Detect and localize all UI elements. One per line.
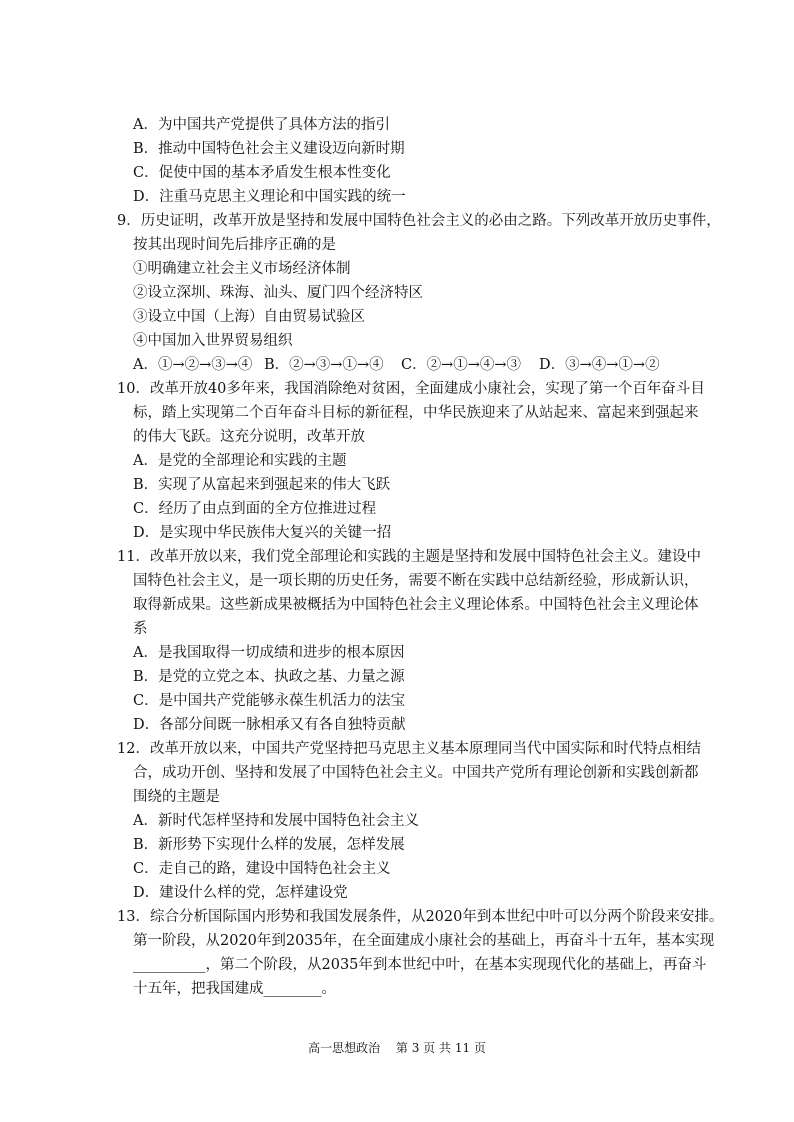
q11-stem-line-4: 系 xyxy=(133,621,148,637)
q11-option-d: D．各部分间既一脉相承又有各自独特贡献 xyxy=(133,717,406,733)
page-footer xyxy=(0,1040,794,1056)
q10-option-d: D．是实现中华民族伟大复兴的关键一招 xyxy=(133,525,392,541)
q13-stem-line-3: __________，第二个阶段，从2035年到本世纪中叶，在基本实现现代化的基础上，再奋斗 xyxy=(133,957,707,973)
q9-item-3: ③设立中国（上海）自由贸易试验区 xyxy=(133,309,365,325)
q9-option-c: C．②→①→④→③ xyxy=(401,357,522,373)
q10-stem-line-1: 10．改革开放40多年来，我国消除绝对贫困，全面建成小康社会，实现了第一个百年奋斗目 xyxy=(117,381,705,397)
q13-stem-line-2: 第一阶段，从2020年到2035年，在全面建成小康社会的基础上，再奋斗十五年，基本实现 xyxy=(133,933,715,949)
q11-option-a: A．是我国取得一切成绩和进步的根本原因 xyxy=(133,645,405,661)
q10-stem-line-3: 的伟大飞跃。这充分说明，改革开放 xyxy=(133,429,365,445)
q9-stem-line-2: 按其出现时间先后排序正确的是 xyxy=(133,237,336,253)
q8-option-b: B．推动中国特色社会主义建设迈向新时期 xyxy=(133,141,405,157)
footer-subject: 高一思想政治 xyxy=(308,1041,381,1055)
q12-stem-line-1: 12．改革开放以来，中国共产党坚持把马克思主义基本原理同当代中国实际和时代特点相结 xyxy=(117,741,701,757)
q8-option-c: C．促使中国的基本矛盾发生根本性变化 xyxy=(133,165,391,181)
q12-option-b: B．新形势下实现什么样的发展，怎样发展 xyxy=(133,837,405,853)
q10-option-c: C．经历了由点到面的全方位推进过程 xyxy=(133,501,377,517)
footer-page-number: 第 3 页 共 11 页 xyxy=(395,1041,486,1055)
q11-option-b: B．是党的立党之本、执政之基、力量之源 xyxy=(133,669,405,685)
q13-stem-line-1: 13．综合分析国际国内形势和我国发展条件，从2020年到本世纪中叶可以分两个阶段来安排。 xyxy=(117,909,724,925)
q12-stem-line-3: 围绕的主题是 xyxy=(133,789,220,805)
q9-stem-line-1: 9．历史证明，改革开放是坚持和发展中国特色社会主义的必由之路。下列改革开放历史事件， xyxy=(117,213,721,229)
q11-stem-line-3: 取得新成果。这些新成果被概括为中国特色社会主义理论体系。中国特色社会主义理论体 xyxy=(133,597,699,613)
q12-option-c: C．走自己的路，建设中国特色社会主义 xyxy=(133,861,391,877)
q9-item-2: ②设立深圳、珠海、汕头、厦门四个经济特区 xyxy=(133,285,423,301)
q9-option-b: B．②→③→①→④ xyxy=(264,357,384,373)
q9-item-1: ①明确建立社会主义市场经济体制 xyxy=(133,261,351,277)
q9-option-d: D．③→④→①→② xyxy=(539,357,660,373)
q11-option-c: C．是中国共产党能够永葆生机活力的法宝 xyxy=(133,693,406,709)
q12-option-d: D．建设什么样的党，怎样建设党 xyxy=(133,885,348,901)
q12-stem-line-2: 合，成功开创、坚持和发展了中国特色社会主义。中国共产党所有理论创新和实践创新都 xyxy=(133,765,699,781)
q9-option-a: A．①→②→③→④ xyxy=(133,357,253,373)
q8-option-d: D．注重马克思主义理论和中国实践的统一 xyxy=(133,189,406,205)
q9-options-row xyxy=(133,355,660,375)
q12-option-a: A．新时代怎样坚持和发展中国特色社会主义 xyxy=(133,813,419,829)
q11-stem-line-1: 11．改革开放以来，我们党全部理论和实践的主题是坚持和发展中国特色社会主义。建设中 xyxy=(117,549,701,565)
q11-stem-line-2: 国特色社会主义，是一项长期的历史任务，需要不断在实践中总结新经验，形成新认识， xyxy=(133,573,699,589)
q8-option-a: A．为中国共产党提供了具体方法的指引 xyxy=(133,117,390,133)
q13-stem-line-4: 十五年，把我国建成________。 xyxy=(133,981,336,997)
q10-stem-line-2: 标，踏上实现第二个百年奋斗目标的新征程，中华民族迎来了从站起来、富起来到强起来 xyxy=(133,405,699,421)
q10-option-b: B．实现了从富起来到强起来的伟大飞跃 xyxy=(133,477,391,493)
q9-item-4: ④中国加入世界贸易组织 xyxy=(133,333,293,349)
q10-option-a: A．是党的全部理论和实践的主题 xyxy=(133,453,347,469)
